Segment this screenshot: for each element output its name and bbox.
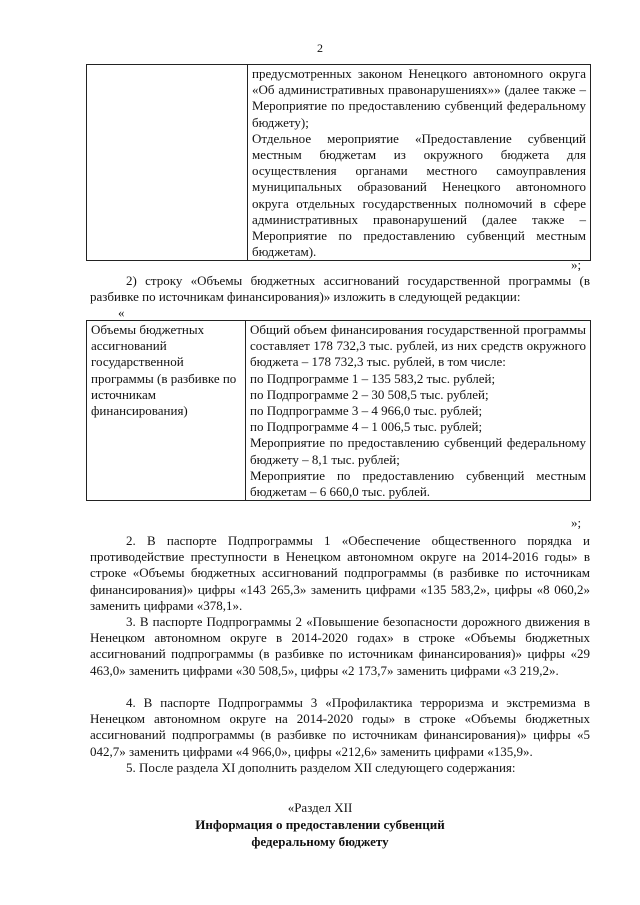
closing-quote-2: »; (571, 515, 582, 530)
paragraph-3: 3. В паспорте Подпрограммы 2 «Повышение безопасности дорожного движения в Ненецком автономном округе в 2014-2020 годах» в строке «Объемы бюджетных ассигнований подпрограммы (в разбивке по источникам финансирования)» цифры «29 463,0» заменить цифрами «30 508,5», цифры «2 173,7» заменить цифрами «3 219,2». (90, 614, 590, 678)
table2-line: по Подпрограмме 3 – 4 966,0 тыс. рублей; (250, 403, 483, 419)
table2-line: по Подпрограмме 4 – 1 006,5 тыс. рублей; (250, 419, 483, 435)
table1-left-cell (87, 65, 248, 261)
table2-line: по Подпрограмме 2 – 30 508,5 тыс. рублей; (250, 386, 489, 402)
paragraph-4: 4. В паспорте Подпрограммы 3 «Профилактика терроризма и экстремизма в Ненецком автономном округе на 2014-2020 годы» в строке «Объемы бюджетных ассигнований подпрограммы (в разбивке по источникам финансирования)» цифры «5 042,7» заменить цифрами «4 966,0», цифры «212,6» заменить цифрами «135,9». (90, 695, 590, 759)
table2-line: Мероприятие по предоставлению субвенций местным бюджетам – 6 660,0 тыс. рублей. (250, 467, 586, 500)
closing-quote: »; (571, 257, 582, 272)
paragraph-5: 5. После раздела XI дополнить разделом XII следующего содержания: (126, 760, 516, 775)
table1-paragraph: Отдельное мероприятие «Предоставление субвенций местным бюджетам из окружного бюджета для осуществления органами местного самоуправления муниципальных образований Ненецкого автономного округа отдельных государственных полномочий в сфере административных правонарушений (далее также – Мероприятие по предоставлению субвенций местным бюджетам). (252, 130, 586, 260)
table2-line: по Подпрограмме 1 – 135 583,2 тыс. рублей; (250, 370, 496, 386)
passport-table-continuation (86, 64, 591, 261)
budget-allocations-table (86, 320, 591, 501)
table2-label-cell: Объемы бюджетных ассигнований государственной программы (в разбивке по источникам финансирования) (87, 321, 246, 501)
section-title: «Раздел XII (287, 800, 353, 815)
section-heading-line2: федеральному бюджету (251, 834, 389, 849)
table2-value-cell (246, 321, 591, 501)
paragraph-2: 2. В паспорте Подпрограммы 1 «Обеспечение общественного порядка и противодействие преступности в Ненецком автономном округе на 2014-2016 годы» в строке «Объемы бюджетных ассигнований подпрограммы (в разбивке по источникам финансирования)» цифры «143 265,3» заменить цифрами «135 583,2», цифры «8 060,2» заменить цифрами «378,1». (90, 533, 590, 613)
table2-line: Мероприятие по предоставлению субвенций федеральному бюджету – 8,1 тыс. рублей; (250, 435, 586, 467)
page-number: 2 (317, 41, 323, 55)
section-heading-line1: Информация о предоставлении субвенций (195, 817, 445, 832)
opening-quote: « (118, 305, 125, 320)
table1-paragraph: предусмотренных законом Ненецкого автономного округа «Об административных правонарушениях»» (далее также – Мероприятие по предоставлению субвенций федеральному бюджету); (252, 66, 586, 130)
item-2-text: 2) строку «Объемы бюджетных ассигнований государственной программы (в разбивке по источникам финансирования)» изложить в следующей редакции: (90, 273, 590, 305)
table1-right-cell (248, 65, 591, 261)
table2-line: Общий объем финансирования государственной программы составляет 178 732,3 тыс. рублей, из них средств окружного бюджета – 178 732,3 тыс. рублей, в том числе: (250, 322, 586, 370)
